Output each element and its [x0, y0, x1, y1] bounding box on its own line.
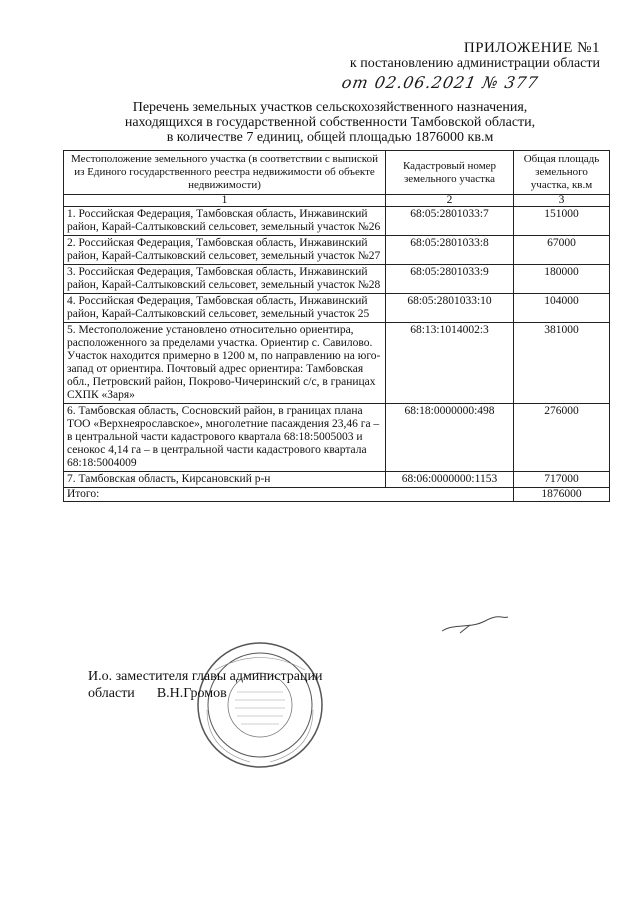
- title-line-1: Перечень земельных участков сельскохозяйственного назначения,: [132, 100, 528, 115]
- plot-area: 151000: [514, 207, 610, 236]
- plot-location: 1. Российская Федерация, Тамбовская область, Инжавинский район, Карай-Салтыковский сельсовет, земельный участок №26: [64, 207, 386, 236]
- column-number: 3: [514, 195, 610, 207]
- appendix-block: [340, 40, 600, 72]
- table-row: [64, 323, 610, 404]
- appendix-subtitle: к постановлению администрации области: [349, 56, 600, 71]
- plot-cadastral-number: 68:05:2801033:7: [386, 207, 514, 236]
- plot-location: 3. Российская Федерация, Тамбовская область, Инжавинский район, Карай-Салтыковский сельсовет, земельный участок №28: [64, 265, 386, 294]
- table-row: [64, 294, 610, 323]
- initials-mark: [440, 615, 510, 635]
- table-header-row: [64, 151, 610, 195]
- table-row: [64, 404, 610, 472]
- total-label: Итого:: [64, 488, 514, 502]
- plot-cadastral-number: 68:05:2801033:8: [386, 236, 514, 265]
- signer-line-2: [88, 685, 322, 702]
- plot-location: 4. Российская Федерация, Тамбовская область, Инжавинский район, Карай-Салтыковский сельсовет, земельный участок 25: [64, 294, 386, 323]
- signer-name: В.Н.Громов: [156, 686, 227, 701]
- column-number: 1: [64, 195, 386, 207]
- header-location: Местоположение земельного участка (в соответствии с выпиской из Единого государственного реестра недвижимости об объекте недвижимости): [64, 151, 386, 195]
- plot-location: 6. Тамбовская область, Сосновский район, в границах плана ТОО «Верхнеярославское», многолетние пасаждения 23,46 га – в центральной части кадастрового квартала 68:18:5005003 и сенокос 4,14 га – в центральной части кадастрового квартала 68:18:5004009: [64, 404, 386, 472]
- plot-area: 717000: [514, 472, 610, 488]
- plot-area: 67000: [514, 236, 610, 265]
- plot-cadastral-number: 68:06:0000000:1153: [386, 472, 514, 488]
- title-line-2: находящихся в государственной собственности Тамбовской области,: [124, 115, 536, 130]
- total-row: [64, 488, 610, 502]
- header-cadastral: Кадастровый номер земельного участка: [386, 151, 514, 195]
- appendix-title: ПРИЛОЖЕНИЕ №1: [463, 40, 600, 56]
- plot-cadastral-number: 68:18:0000000:498: [386, 404, 514, 472]
- signature-block: [88, 668, 322, 702]
- land-plots-table: [63, 150, 610, 502]
- plot-cadastral-number: 68:05:2801033:9: [386, 265, 514, 294]
- plot-area: 104000: [514, 294, 610, 323]
- signer-position: И.о. заместителя главы администрации: [88, 669, 323, 684]
- document-title: [60, 100, 600, 145]
- table-row: [64, 472, 610, 488]
- table-row: [64, 265, 610, 294]
- signer-position-cont: области: [88, 686, 135, 701]
- column-numbers-row: [64, 195, 610, 207]
- column-number: 2: [386, 195, 514, 207]
- table-row: [64, 207, 610, 236]
- plot-location: 2. Российская Федерация, Тамбовская область, Инжавинский район, Карай-Салтыковский сельсовет, земельный участок №27: [64, 236, 386, 265]
- plot-area: 381000: [514, 323, 610, 404]
- table-row: [64, 236, 610, 265]
- plot-area: 180000: [514, 265, 610, 294]
- official-stamp: [195, 640, 325, 770]
- plot-location: 7. Тамбовская область, Кирсановский р-н: [64, 472, 386, 488]
- handwritten-date-number: от 02.06.2021 № 377: [340, 73, 541, 92]
- plot-location: 5. Местоположение установлено относительно ориентира, расположенного за пределами участка. Ориентир с. Савилово. Участок находится примерно в 1200 м, по направлению на юго-запад от ориентира. Почтовый адрес ориентира: Тамбовская обл., Петровский район, Покрово-Чичеринский с/с, в границах СХПК «Заря»: [64, 323, 386, 404]
- plot-cadastral-number: 68:13:1014002:3: [386, 323, 514, 404]
- plot-area: 276000: [514, 404, 610, 472]
- total-value: 1876000: [514, 488, 610, 502]
- plot-cadastral-number: 68:05:2801033:10: [386, 294, 514, 323]
- title-line-3: в количестве 7 единиц, общей площадью 1876000 кв.м: [166, 130, 494, 145]
- header-area: Общая площадь земельного участка, кв.м: [514, 151, 610, 195]
